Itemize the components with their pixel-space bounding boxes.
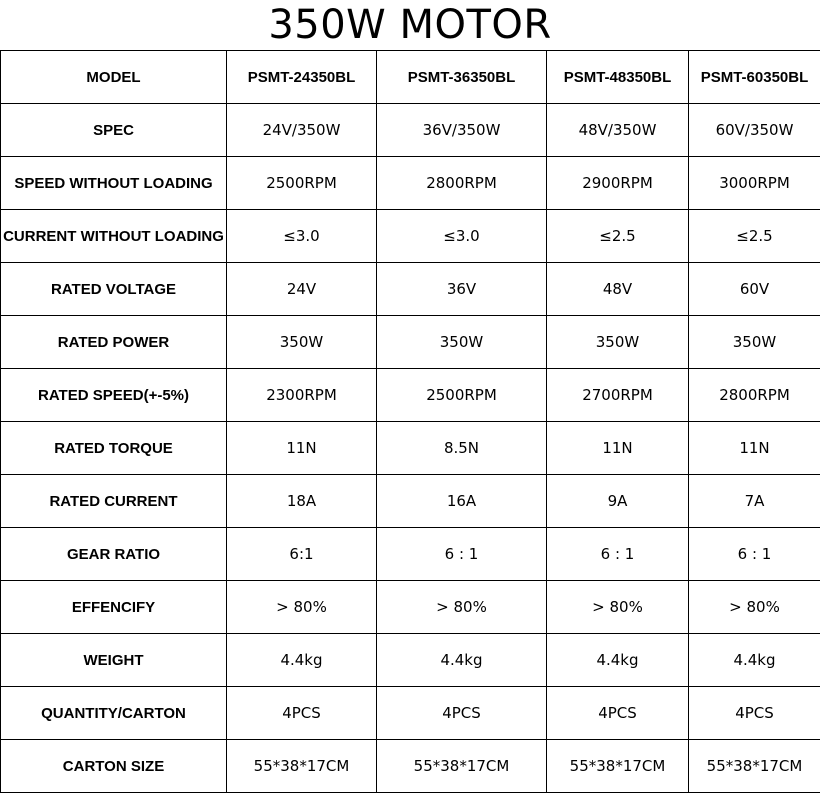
table-cell: 36V	[377, 263, 547, 316]
table-cell: 2700RPM	[547, 369, 689, 422]
table-cell: 4.4kg	[227, 634, 377, 687]
table-cell: 11N	[227, 422, 377, 475]
table-cell: 55*38*17CM	[689, 740, 820, 793]
table-row-rated-current	[1, 475, 820, 528]
table-cell: 24V/350W	[227, 104, 377, 157]
table-cell: 55*38*17CM	[377, 740, 547, 793]
table-row-quantity-carton	[1, 687, 820, 740]
table-cell: > 80%	[227, 581, 377, 634]
table-row-carton-size	[1, 740, 820, 793]
row-label: QUANTITY/CARTON	[1, 687, 227, 740]
table-cell: 4.4kg	[689, 634, 820, 687]
table-cell: 36V/350W	[377, 104, 547, 157]
table-cell: 6:1	[227, 528, 377, 581]
table-cell: 4PCS	[689, 687, 820, 740]
table-cell: 60V/350W	[689, 104, 820, 157]
table-row-gear-ratio	[1, 528, 820, 581]
table-cell: ≤3.0	[377, 210, 547, 263]
table-row-efficiency	[1, 581, 820, 634]
model-cell: PSMT-48350BL	[547, 51, 689, 104]
table-cell: 2500RPM	[227, 157, 377, 210]
table-cell: 2800RPM	[377, 157, 547, 210]
table-cell: 24V	[227, 263, 377, 316]
table-cell: 55*38*17CM	[547, 740, 689, 793]
model-cell: PSMT-36350BL	[377, 51, 547, 104]
table-cell: ≤2.5	[689, 210, 820, 263]
table-cell: 3000RPM	[689, 157, 820, 210]
table-cell: 4.4kg	[547, 634, 689, 687]
model-cell: PSMT-60350BL	[689, 51, 820, 104]
row-label: EFFENCIFY	[1, 581, 227, 634]
table-row-rated-speed	[1, 369, 820, 422]
table-cell: 48V	[547, 263, 689, 316]
table-cell: 4.4kg	[377, 634, 547, 687]
table-row-rated-voltage	[1, 263, 820, 316]
model-cell: PSMT-24350BL	[227, 51, 377, 104]
table-cell: > 80%	[377, 581, 547, 634]
table-cell: 60V	[689, 263, 820, 316]
table-cell: > 80%	[689, 581, 820, 634]
table-cell: 7A	[689, 475, 820, 528]
table-row-rated-power	[1, 316, 820, 369]
row-label: SPEC	[1, 104, 227, 157]
table-cell: 2300RPM	[227, 369, 377, 422]
table-cell: 2900RPM	[547, 157, 689, 210]
row-label: CARTON SIZE	[1, 740, 227, 793]
table-cell: 350W	[547, 316, 689, 369]
table-row-weight	[1, 634, 820, 687]
table-cell: 350W	[227, 316, 377, 369]
row-label: WEIGHT	[1, 634, 227, 687]
table-cell: 9A	[547, 475, 689, 528]
table-cell: 2500RPM	[377, 369, 547, 422]
spec-table	[0, 50, 820, 793]
row-label: CURRENT WITHOUT LOADING	[1, 210, 227, 263]
table-cell: 4PCS	[227, 687, 377, 740]
table-cell: 11N	[689, 422, 820, 475]
table-cell: 6 : 1	[377, 528, 547, 581]
table-cell: > 80%	[547, 581, 689, 634]
row-label: RATED CURRENT	[1, 475, 227, 528]
table-cell: 350W	[377, 316, 547, 369]
table-row-spec	[1, 104, 820, 157]
row-label: RATED POWER	[1, 316, 227, 369]
table-row-speed-without-loading	[1, 157, 820, 210]
table-cell: 16A	[377, 475, 547, 528]
row-label: RATED VOLTAGE	[1, 263, 227, 316]
table-cell: 2800RPM	[689, 369, 820, 422]
table-cell: ≤3.0	[227, 210, 377, 263]
table-cell: 6 : 1	[689, 528, 820, 581]
row-label: RATED TORQUE	[1, 422, 227, 475]
row-label: RATED SPEED(+-5%)	[1, 369, 227, 422]
table-row-model	[1, 51, 820, 104]
table-cell: 55*38*17CM	[227, 740, 377, 793]
table-cell: ≤2.5	[547, 210, 689, 263]
row-label: MODEL	[1, 51, 227, 104]
table-cell: 8.5N	[377, 422, 547, 475]
table-row-current-without-loading	[1, 210, 820, 263]
table-row-rated-torque	[1, 422, 820, 475]
row-label: SPEED WITHOUT LOADING	[1, 157, 227, 210]
table-cell: 4PCS	[377, 687, 547, 740]
page-title: 350W MOTOR	[268, 2, 552, 48]
table-cell: 6 : 1	[547, 528, 689, 581]
table-cell: 48V/350W	[547, 104, 689, 157]
table-cell: 4PCS	[547, 687, 689, 740]
table-cell: 18A	[227, 475, 377, 528]
table-cell: 350W	[689, 316, 820, 369]
row-label: GEAR RATIO	[1, 528, 227, 581]
table-cell: 11N	[547, 422, 689, 475]
